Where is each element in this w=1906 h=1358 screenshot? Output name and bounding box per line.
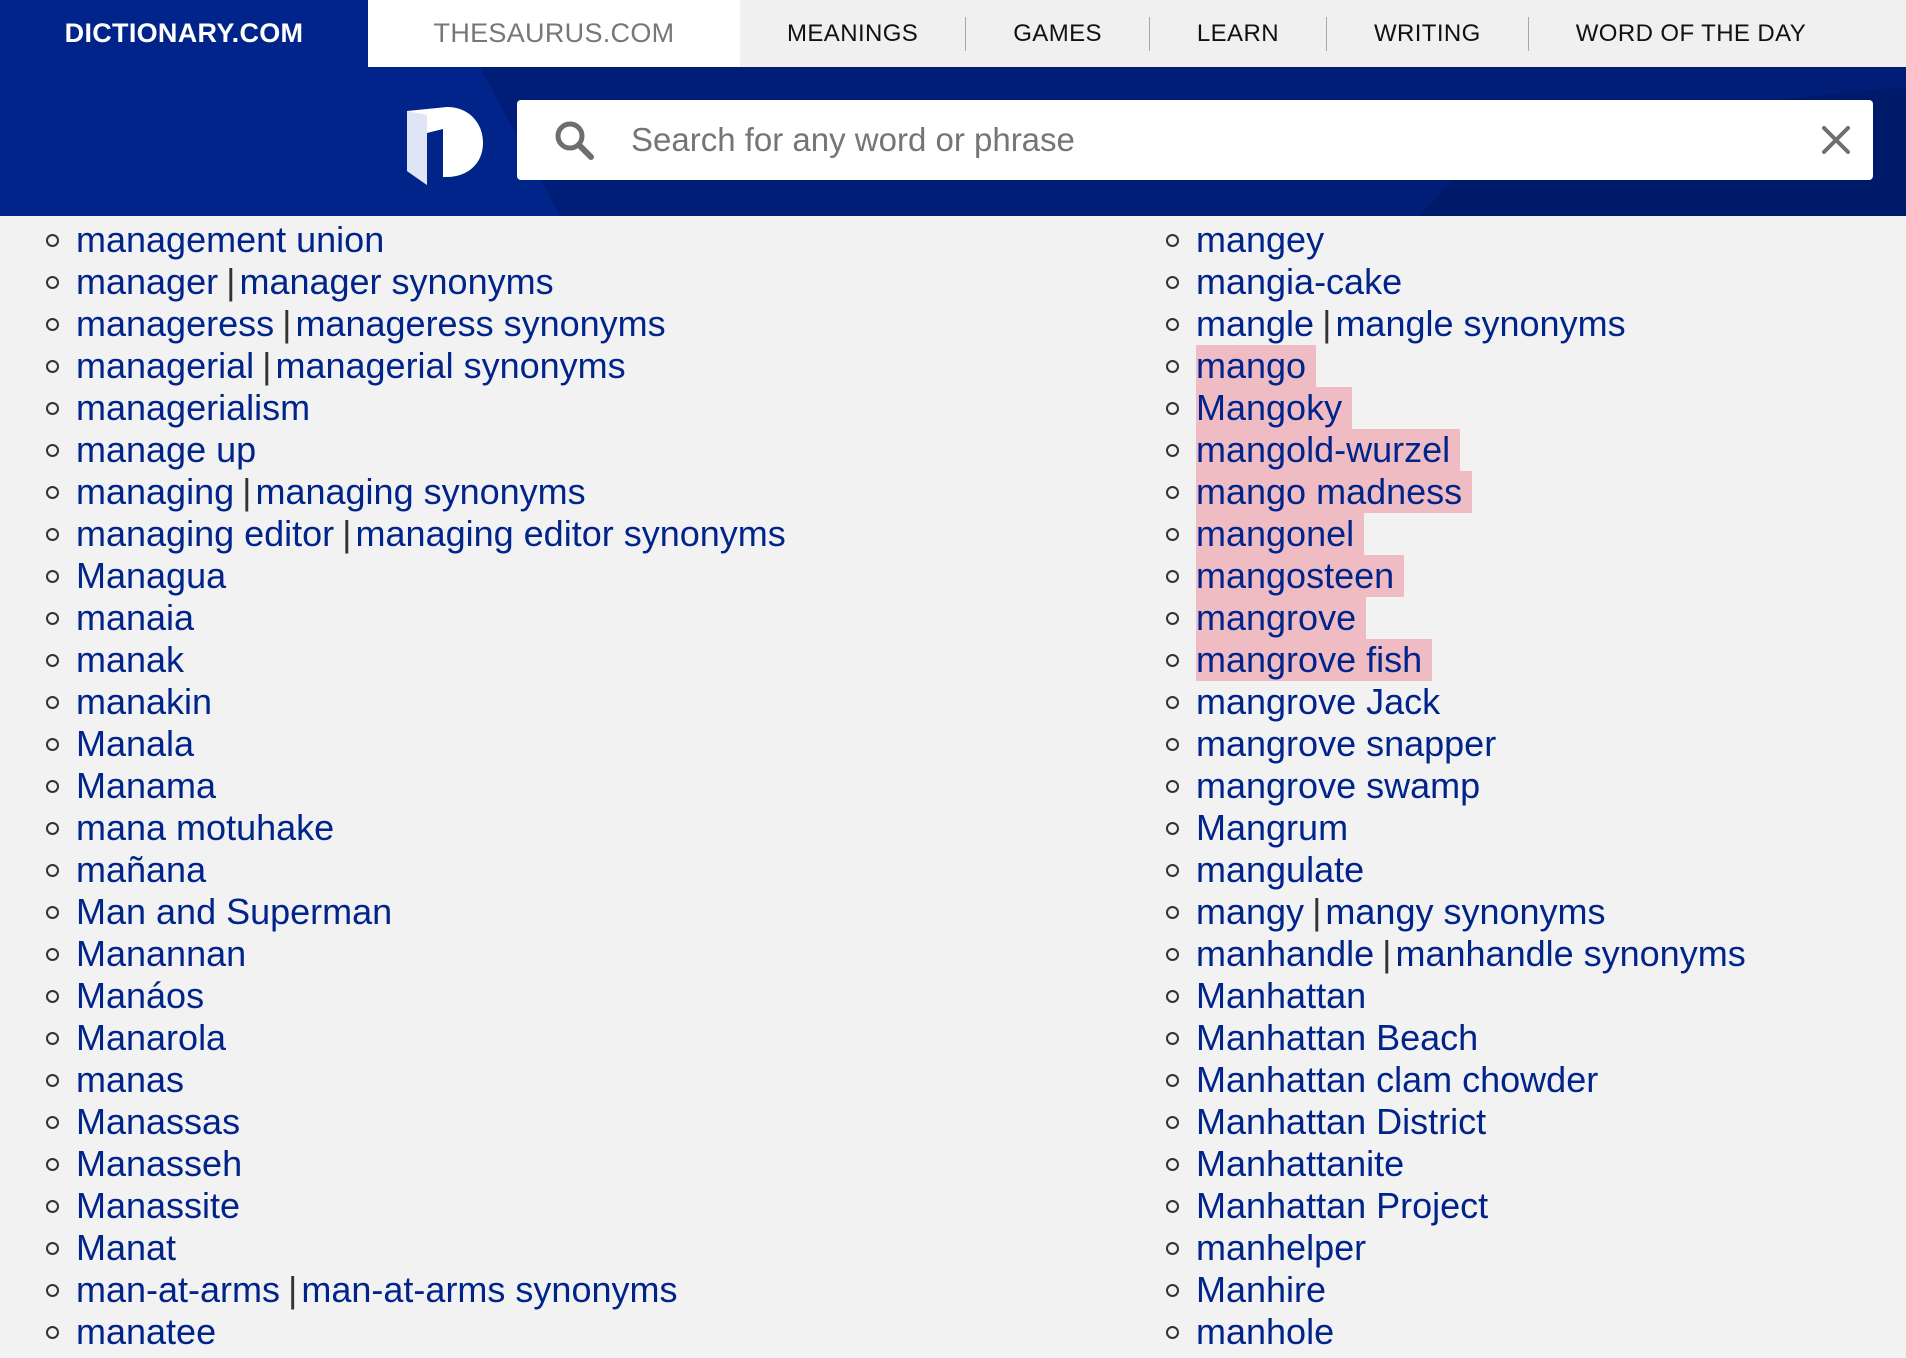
word-link[interactable]: management union [76,219,385,260]
separator: | [342,513,352,554]
word-link[interactable]: manager [76,261,219,302]
bullet-icon [1166,1158,1179,1171]
bullet-icon [1166,1284,1179,1297]
word-link[interactable]: Manarola [76,1017,227,1058]
list-item [46,1269,796,1311]
list-item [46,429,796,471]
bullet-icon [46,1158,59,1171]
separator: | [288,1269,298,1310]
synonyms-link[interactable]: manager synonyms [239,261,554,302]
bullet-icon [46,1326,59,1339]
word-link[interactable]: manhole [1196,1311,1335,1352]
separator: | [226,261,236,302]
nav-meanings[interactable]: MEANINGS [787,19,919,47]
list-item [1166,513,1756,555]
list-item [1166,681,1756,723]
nav-learn[interactable]: LEARN [1196,19,1279,47]
bullet-icon [1166,822,1179,835]
separator: | [262,345,272,386]
thesaurus-tab[interactable]: THESAURUS.COM [368,0,740,67]
word-link[interactable]: Manhattan District [1196,1101,1487,1142]
synonyms-link[interactable]: managerial synonyms [275,345,626,386]
list-item [1166,1143,1756,1185]
bullet-icon [46,1032,59,1045]
list-item [46,1101,796,1143]
list-item [1166,891,1756,933]
list-item [46,471,796,513]
list-item [46,891,796,933]
word-link[interactable]: mangold-wurzel [1196,429,1460,471]
word-link[interactable]: mangrove swamp [1196,765,1481,806]
list-item [46,933,796,975]
search-input[interactable] [629,120,1807,160]
word-link[interactable]: Manhattan Project [1196,1185,1489,1226]
word-link[interactable]: Man and Superman [76,891,393,932]
list-item [1166,345,1756,387]
list-item [46,1017,796,1059]
list-item [46,1227,796,1269]
word-link[interactable]: Mangoky [1196,387,1352,429]
word-link[interactable]: mango madness [1196,471,1472,513]
word-link[interactable]: mangrove Jack [1196,681,1441,722]
search-icon[interactable] [553,119,595,161]
word-list-left [46,219,796,1353]
bullet-icon [1166,402,1179,415]
word-link[interactable]: manas [76,1059,185,1100]
bullet-icon [46,1284,59,1297]
word-link[interactable]: Manáos [76,975,205,1016]
search-header [0,67,1906,216]
bullet-icon [1166,1242,1179,1255]
list-item [46,219,796,261]
bullet-icon [1166,864,1179,877]
bullet-icon [46,738,59,751]
bullet-icon [1166,696,1179,709]
synonyms-link[interactable]: man-at-arms synonyms [301,1269,678,1310]
bullet-icon [1166,1032,1179,1045]
word-link[interactable]: mangey [1196,219,1325,260]
list-item [1166,1185,1756,1227]
word-link[interactable]: manak [76,639,185,680]
bullet-icon [46,780,59,793]
word-link[interactable]: Manhattanite [1196,1143,1405,1184]
list-item [46,1185,796,1227]
bullet-icon [1166,486,1179,499]
bullet-icon [46,1200,59,1213]
bullet-icon [46,402,59,415]
list-item [46,303,796,345]
bullet-icon [1166,948,1179,961]
bullet-icon [1166,444,1179,457]
list-item [1166,1269,1756,1311]
bullet-icon [46,612,59,625]
list-item [1166,387,1756,429]
synonyms-link[interactable]: managing synonyms [255,471,586,512]
word-link[interactable]: Manasseh [76,1143,243,1184]
list-item [1166,219,1756,261]
bullet-icon [1166,318,1179,331]
list-item [1166,723,1756,765]
word-link[interactable]: mangrove snapper [1196,723,1497,764]
bullet-icon [1166,990,1179,1003]
list-item [1166,303,1756,345]
list-item [1166,429,1756,471]
bullet-icon [46,822,59,835]
list-item [46,1143,796,1185]
dictionary-tab[interactable]: DICTIONARY.COM [0,0,368,67]
word-link[interactable]: manakin [76,681,213,722]
list-item [46,639,796,681]
word-link[interactable]: Manala [76,723,195,764]
bullet-icon [1166,1116,1179,1129]
word-link[interactable]: mañana [76,849,207,890]
word-link[interactable]: Manhattan clam chowder [1196,1059,1599,1100]
bullet-icon [1166,570,1179,583]
bullet-icon [1166,612,1179,625]
bullet-icon [46,570,59,583]
word-link[interactable]: Mangrum [1196,807,1349,848]
list-item [46,261,796,303]
bullet-icon [46,276,59,289]
bullet-icon [1166,654,1179,667]
dictionary-logo-icon[interactable] [403,101,487,185]
bullet-icon [1166,360,1179,373]
word-link[interactable]: Manassite [76,1185,241,1226]
bullet-icon [1166,1326,1179,1339]
word-link[interactable]: mangrove [1196,597,1366,639]
word-link[interactable]: managing editor [76,513,335,554]
search-bar [517,100,1873,180]
list-item [46,555,796,597]
word-link[interactable]: man-at-arms [76,1269,281,1310]
bullet-icon [1166,528,1179,541]
list-item [46,681,796,723]
bullet-icon [46,990,59,1003]
list-item [1166,1311,1756,1353]
word-link[interactable]: Manannan [76,933,247,974]
word-link[interactable]: Manama [76,765,217,806]
list-item [46,597,796,639]
word-link[interactable]: manhandle [1196,933,1375,974]
list-item [1166,639,1756,681]
nav-word-of-the-day[interactable]: WORD OF THE DAY [1575,19,1807,47]
word-link[interactable]: Manhire [1196,1269,1327,1310]
nav-writing[interactable]: WRITING [1373,19,1481,47]
word-link[interactable]: mangy [1196,891,1305,932]
word-link[interactable]: mangulate [1196,849,1365,890]
list-item [46,849,796,891]
nav-games[interactable]: GAMES [1013,19,1102,47]
bullet-icon [1166,906,1179,919]
list-item [46,387,796,429]
word-link[interactable]: mangonel [1196,513,1364,555]
bullet-icon [1166,1200,1179,1213]
word-link[interactable]: mango [1196,345,1316,387]
close-icon[interactable] [1819,123,1853,157]
list-item [1166,933,1756,975]
bullet-icon [46,906,59,919]
list-item [1166,1227,1756,1269]
bullet-icon [46,318,59,331]
bullet-icon [46,654,59,667]
list-item [46,1311,796,1353]
word-link[interactable]: Managua [76,555,227,596]
list-item [1166,765,1756,807]
bullet-icon [46,1074,59,1087]
separator: | [1312,891,1322,932]
list-item [46,807,796,849]
word-link[interactable]: Manhattan [1196,975,1367,1016]
word-link[interactable]: manaia [76,597,195,638]
synonyms-link[interactable]: mangy synonyms [1325,891,1606,932]
list-item [1166,849,1756,891]
separator: | [242,471,252,512]
bullet-icon [46,1242,59,1255]
word-link[interactable]: mana motuhake [76,807,335,848]
word-link[interactable]: mangia-cake [1196,261,1403,302]
list-item [1166,807,1756,849]
bullet-icon [1166,780,1179,793]
word-link[interactable]: manatee [76,1311,217,1352]
synonyms-link[interactable]: manageress synonyms [295,303,666,344]
list-item [46,513,796,555]
word-link[interactable]: manageress [76,303,275,344]
bullet-icon [1166,276,1179,289]
top-navigation [0,0,1906,67]
list-item [46,345,796,387]
list-item [46,975,796,1017]
word-link[interactable]: mangle [1196,303,1315,344]
separator: | [1382,933,1392,974]
word-link[interactable]: managing [76,471,235,512]
bullet-icon [46,1116,59,1129]
word-link[interactable]: manage up [76,429,257,470]
bullet-icon [46,444,59,457]
bullet-icon [1166,1074,1179,1087]
synonyms-link[interactable]: managing editor synonyms [355,513,786,554]
word-link[interactable]: Manat [76,1227,177,1268]
list-item [1166,1101,1756,1143]
list-item [1166,975,1756,1017]
list-item [1166,555,1756,597]
bullet-icon [46,528,59,541]
word-link[interactable]: managerialism [76,387,311,428]
word-link[interactable]: Manhattan Beach [1196,1017,1479,1058]
word-link[interactable]: mangrove fish [1196,639,1432,681]
nav-links [740,0,1906,67]
list-item [1166,1017,1756,1059]
separator: | [282,303,292,344]
synonyms-link[interactable]: manhandle synonyms [1395,933,1746,974]
list-item [1166,261,1756,303]
bullet-icon [1166,738,1179,751]
bullet-icon [46,486,59,499]
list-item [46,1059,796,1101]
synonyms-link[interactable]: mangle synonyms [1335,303,1626,344]
bullet-icon [1166,234,1179,247]
bullet-icon [46,948,59,961]
word-link[interactable]: mangosteen [1196,555,1404,597]
word-link[interactable]: Manassas [76,1101,241,1142]
bullet-icon [46,864,59,877]
list-item [46,765,796,807]
word-link[interactable]: managerial [76,345,255,386]
word-list-right [1166,219,1756,1353]
separator: | [1322,303,1332,344]
list-item [46,723,796,765]
bullet-icon [46,360,59,373]
list-item [1166,471,1756,513]
word-link[interactable]: manhelper [1196,1227,1367,1268]
list-item [1166,1059,1756,1101]
list-item [1166,597,1756,639]
bullet-icon [46,234,59,247]
bullet-icon [46,696,59,709]
